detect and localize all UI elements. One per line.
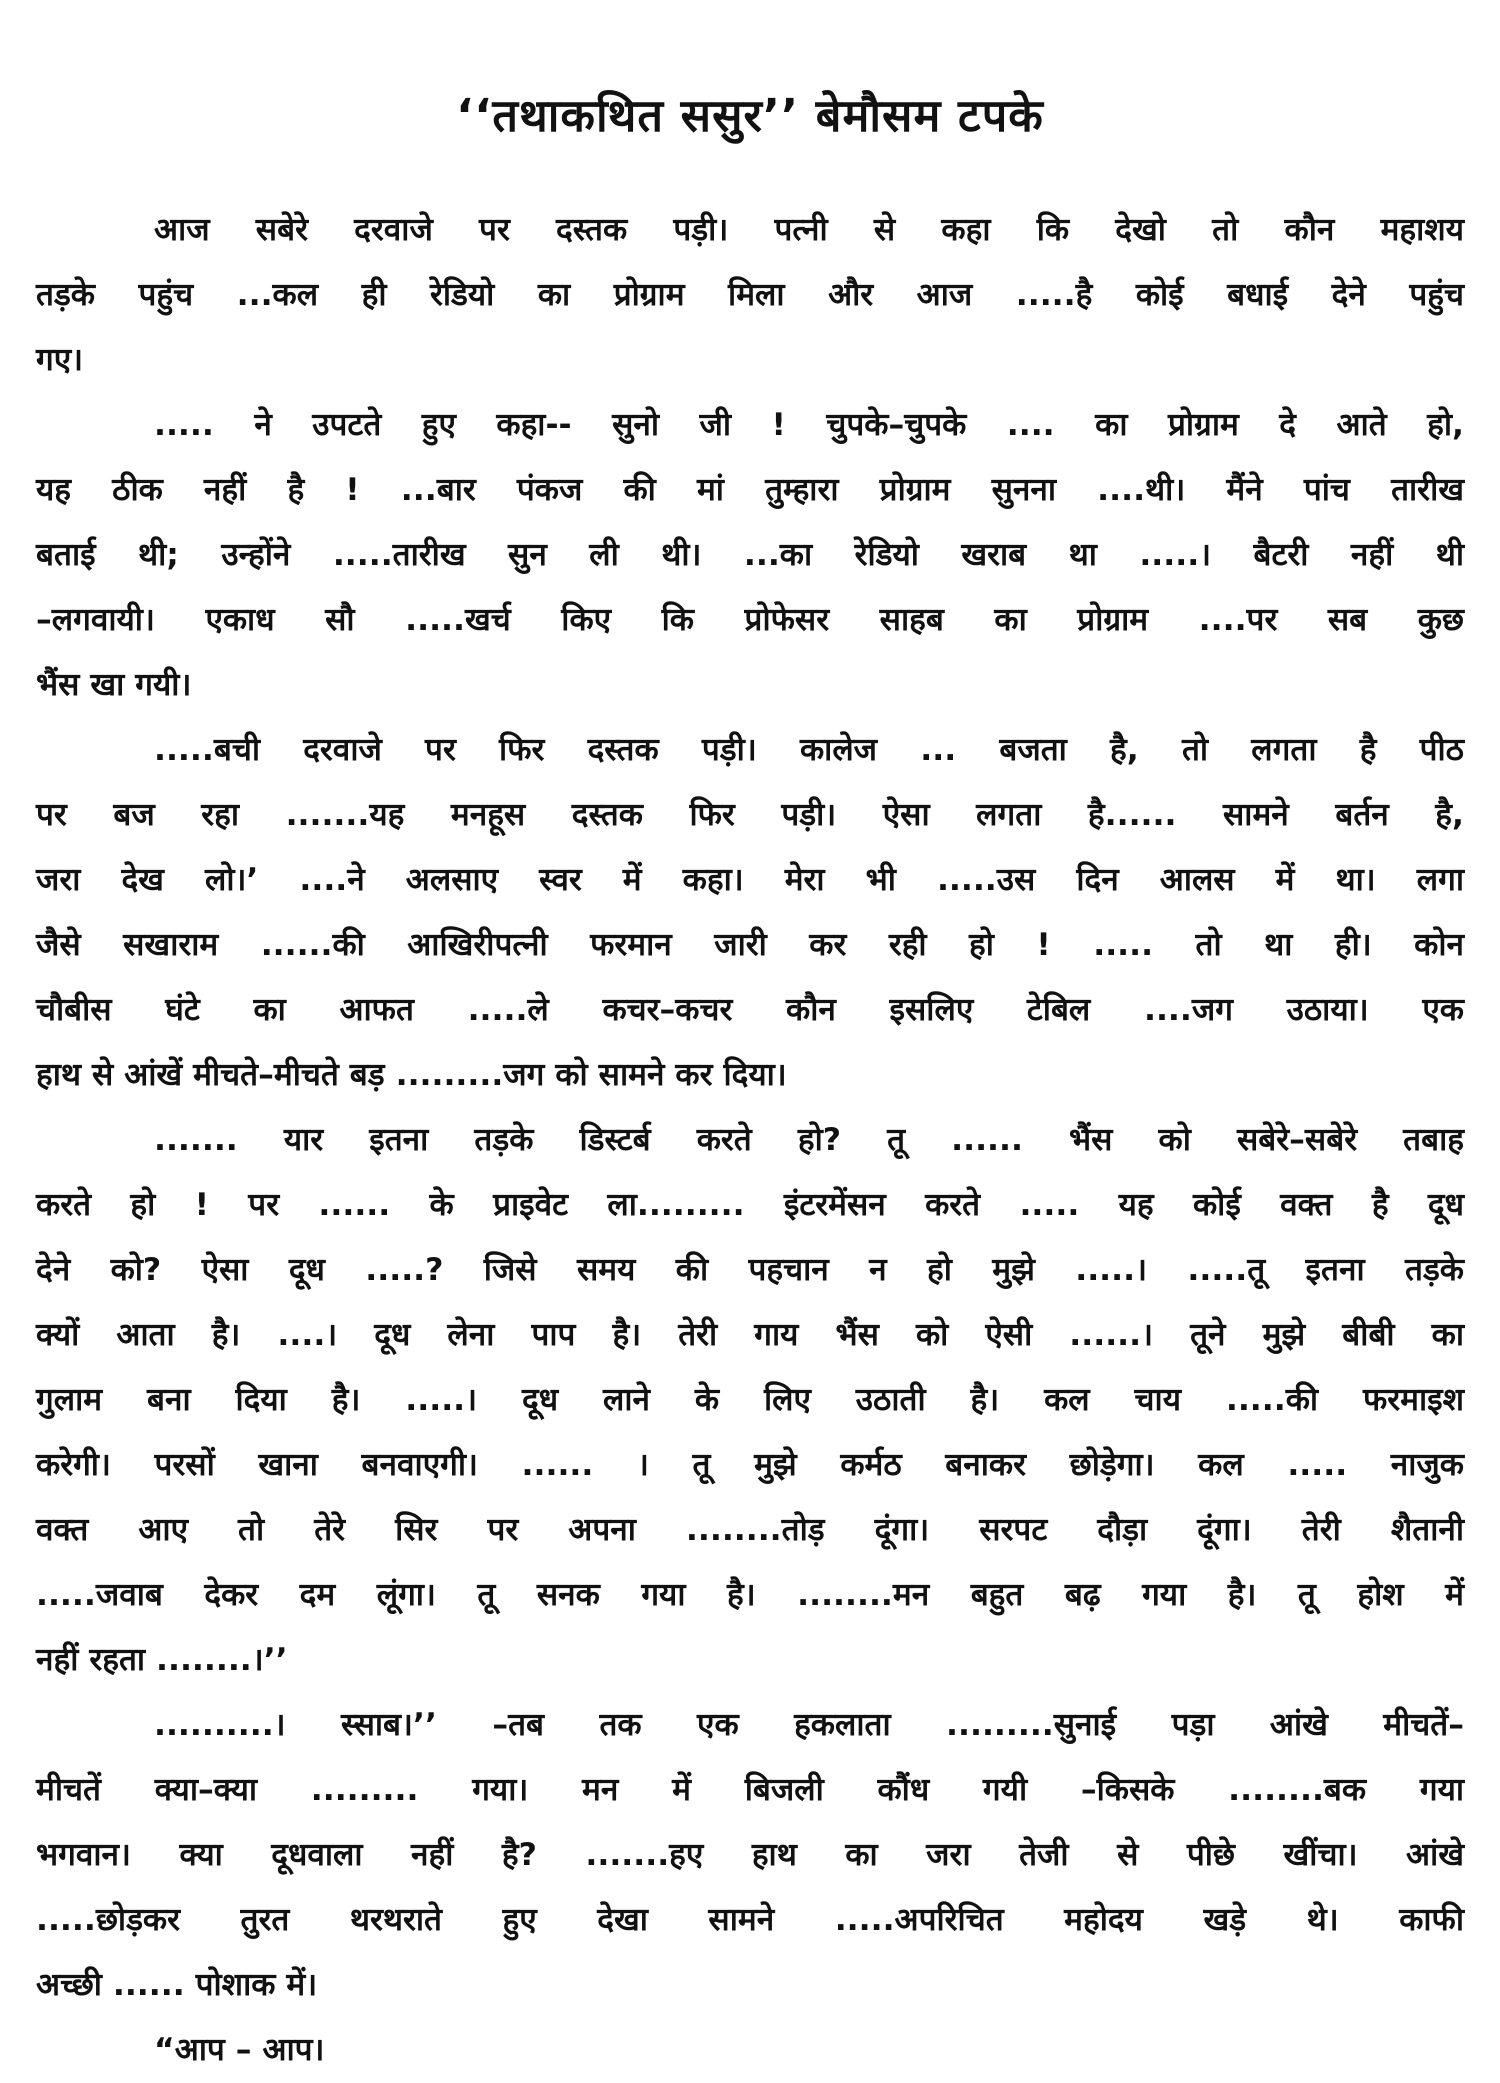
text-line-19: गुलाम बना दिया है। .....। दूध लाने के लिए उठाती है। कल चाय .....की फरमाइश bbox=[36, 1382, 1464, 1418]
page-title: ‘‘तथाकथित ससुर’’ बेमौसम टपके bbox=[456, 89, 1044, 142]
text-line-20: करेगी। परसों खाना बनवाएगी। ...... । तू मुझे कर्मठ बनाकर छोड़ेगा। कल ..... नाजुक bbox=[36, 1447, 1464, 1483]
text-line-5: यह ठीक नहीं है ! ...बार पंकज की मां तुम्हारा प्रोग्राम सुनना ....थी। मैंने पांच तारीख bbox=[36, 472, 1464, 508]
text-line-12: जैसे सखाराम ......की आखिरीपत्नी फरमान जारी कर रही हो ! ..... तो था ही। कोन bbox=[36, 927, 1464, 963]
text-line-18: क्यों आता है। ....। दूध लेना पाप है। तेरी गाय भैंस को ऐसी ......। तूने मुझे बीबी का bbox=[36, 1317, 1464, 1353]
text-line-10: पर बज रहा .......यह मनहूस दस्तक फिर पड़ी। ऐसा लगता है...... सामने बर्तन है, bbox=[36, 797, 1464, 833]
text-line-21: वक्त आए तो तेरे सिर पर अपना ........तोड़ दूंगा। सरपट दौड़ा दूंगा। तेरी शैतानी bbox=[36, 1512, 1464, 1548]
body-text bbox=[36, 198, 1464, 2083]
text-line-23: नहीं रहता ........।’’ bbox=[36, 1642, 288, 1678]
text-line-14: हाथ से आंखें मीचते–मीचते बड़ .........जग को सामने कर दिया। bbox=[36, 1057, 787, 1093]
text-line-13: चौबीस घंटे का आफत .....ले कचर–कचर कौन इसलिए टेबिल ....जग उठाया। एक bbox=[36, 992, 1464, 1028]
text-line-24: ..........। स्साब।’’ –तब तक एक हकलाता .........सुनाई पड़ा आंखे मीचतें– bbox=[154, 1707, 1464, 1743]
text-line-28: अच्छी ...... पोशाक में। bbox=[36, 1967, 318, 2003]
text-line-25: मीचतें क्या–क्या ......... गया। मन में बिजली कौंध गयी –किसके ........बक गया bbox=[36, 1772, 1464, 1808]
text-line-16: करते हो ! पर ...... के प्राइवेट ला......... इंटरमेंसन करते ..... यह कोई वक्त है दूध bbox=[36, 1187, 1464, 1223]
text-line-4: ..... ने उपटते हुए कहा-- सुनो जी ! चुपके–चुपके .... का प्रोग्राम दे आते हो, bbox=[154, 407, 1464, 443]
text-line-27: .....छोड़कर तुरत थरथराते हुए देखा सामने .....अपरिचित महोदय खड़े थे। काफी bbox=[36, 1902, 1464, 1938]
text-line-26: भगवान। क्या दूधवाला नहीं है? .......हए हाथ का जरा तेजी से पीछे खींचा। आंखे bbox=[36, 1837, 1464, 1873]
text-line-15: ....... यार इतना तड़के डिस्टर्ब करते हो? तू ...... भैंस को सबेरे–सबेरे तबाह bbox=[154, 1122, 1464, 1158]
text-line-8: भैंस खा गयी। bbox=[36, 667, 192, 703]
text-line-29: “आप – आप। bbox=[154, 2032, 325, 2068]
text-line-6: बताई थी; उन्होंने .....तारीख सुन ली थी। ...का रेडियो खराब था .....। बैटरी नहीं थी bbox=[36, 537, 1464, 573]
text-line-3: गए। bbox=[36, 342, 84, 378]
text-line-7: –लगवायी। एकाध सौ .....खर्च किए कि प्रोफेसर साहब का प्रोग्राम ....पर सब कुछ bbox=[36, 602, 1464, 638]
text-line-9: .....बची दरवाजे पर फिर दस्तक पड़ी। कालेज ... बजता है, तो लगता है पीठ bbox=[154, 732, 1464, 768]
text-line-17: देने को? ऐसा दूध .....? जिसे समय की पहचान न हो मुझे .....। .....तू इतना तड़के bbox=[36, 1252, 1464, 1288]
text-line-1: आज सबेरे दरवाजे पर दस्तक पड़ी। पत्नी से कहा कि देखो तो कौन महाशय bbox=[154, 212, 1464, 248]
text-line-2: तड़के पहुंच ...कल ही रेडियो का प्रोग्राम मिला और आज .....है कोई बधाई देने पहुंच bbox=[36, 277, 1464, 313]
text-line-22: .....जवाब देकर दम लूंगा। तू सनक गया है। ........मन बहुत बढ़ गया है। तू होश में bbox=[36, 1577, 1464, 1613]
text-line-11: जरा देख लो।’ ....ने अलसाए स्वर में कहा। मेरा भी .....उस दिन आलस में था। लगा bbox=[36, 862, 1464, 898]
